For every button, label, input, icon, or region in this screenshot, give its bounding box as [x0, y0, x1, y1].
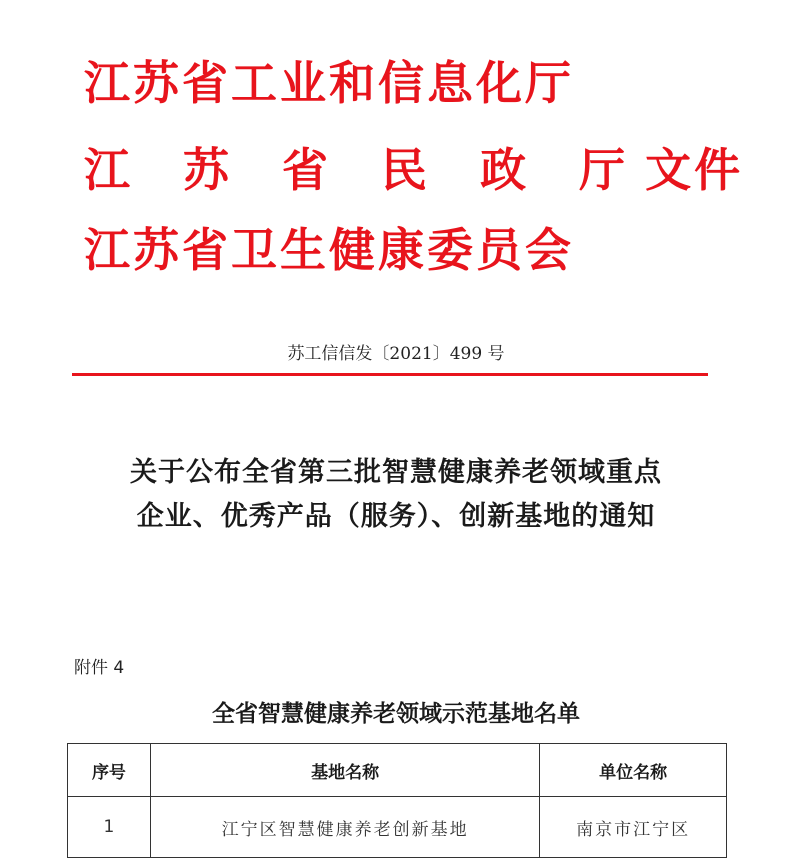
header-base-name: 基地名称: [150, 744, 539, 797]
issuer-char: 苏: [183, 143, 230, 197]
cell-index: 1: [68, 797, 151, 858]
cell-base-name: 江宁区智慧健康养老创新基地: [150, 797, 539, 858]
notice-title-line-1: 关于公布全省第三批智慧健康养老领域重点: [130, 457, 662, 488]
document-number: 苏工信信发〔2021〕499 号: [287, 344, 505, 364]
demo-base-table: [67, 743, 727, 858]
red-divider-rule: [72, 373, 708, 376]
issuer-char: 江: [84, 143, 130, 197]
cell-unit-name: 南京市江宁区: [540, 797, 727, 858]
notice-title-line-2: 企业、优秀产品（服务）、创新基地的通知: [136, 501, 656, 532]
table-header-row: [68, 744, 727, 797]
issuer-line-industry: 江苏省工业和信息化厅: [84, 56, 574, 110]
issuer-char: 政: [480, 143, 527, 197]
header-index: 序号: [68, 744, 151, 797]
table-row: [68, 797, 727, 858]
issuer-line-civil-affairs: [84, 143, 744, 197]
issuer-line-health: 江苏省卫生健康委员会: [84, 223, 574, 277]
document-suffix: 文件: [645, 143, 744, 197]
header-unit-name: 单位名称: [540, 744, 727, 797]
list-title: 全省智慧健康养老领域示范基地名单: [212, 701, 580, 727]
issuer-char: 省: [282, 143, 329, 197]
issuer-char: 民: [381, 143, 428, 197]
issuer-char: 厅: [579, 143, 626, 197]
attachment-label: 附件 4: [74, 658, 125, 678]
